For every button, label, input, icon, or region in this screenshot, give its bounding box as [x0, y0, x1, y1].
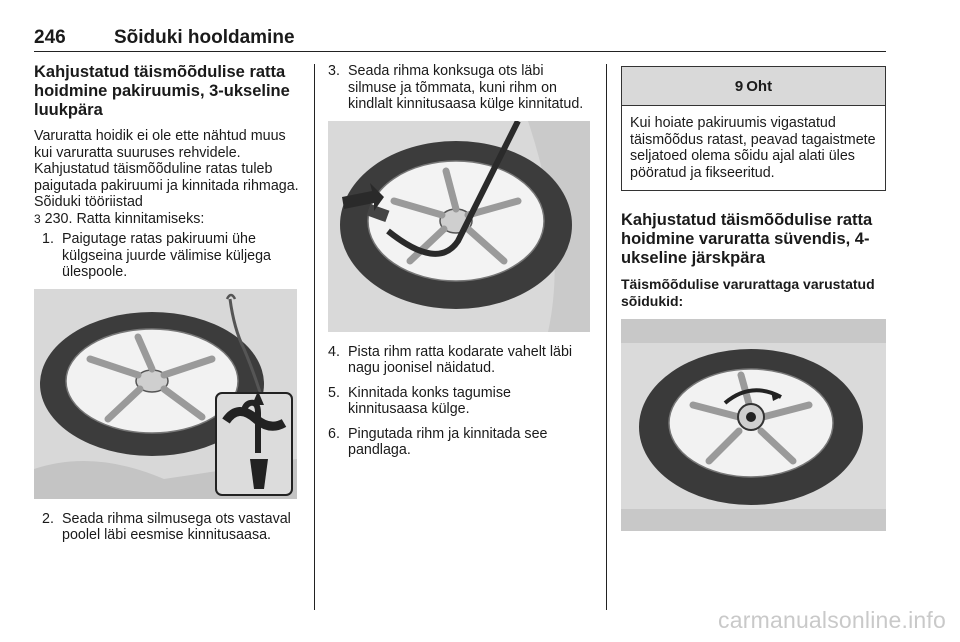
step-number: 3. — [328, 63, 340, 79]
intro-text: Varuratta hoidik ei ole ette nähtud muus kui varuratta suuruses rehvidele. Kahjustatud täismõõduline ratas tuleb paigutada pakiruumi ja kinnitada rihmaga. Sõiduki tööriistad — [34, 128, 299, 210]
wheel-illustration-1 — [34, 289, 297, 499]
column-divider — [314, 64, 315, 610]
step-3 — [328, 63, 590, 113]
wheel-illustration-2 — [328, 121, 590, 332]
page-title: Sõiduki hooldamine — [114, 27, 295, 48]
subheading-full-size-spare: Täismõõdulise varurattaga varustatud sõidukid: — [621, 276, 875, 309]
warning-header — [622, 67, 885, 106]
step-4 — [328, 344, 590, 377]
cross-reference-link[interactable]: 230. Ratta kinnitamiseks: — [40, 210, 205, 227]
step-number: 6. — [328, 425, 340, 442]
column-right — [621, 63, 886, 543]
step-number: 4. — [328, 343, 340, 360]
section-heading-sedan: Kahjustatud täismõõdulise ratta hoidmine varuratta süvendis, 4-ukseline järskpära — [621, 211, 873, 267]
warning-triangle-icon: 9 — [734, 77, 744, 95]
step-number: 5. — [328, 384, 340, 401]
step-text: Kinnitada konks tagumise kinnitusaasa külge. — [348, 384, 511, 417]
page-header — [34, 27, 886, 52]
step-5 — [328, 385, 590, 418]
watermark: carmanualsonline.info — [718, 607, 946, 633]
cross-reference-icon: 3 — [34, 211, 41, 226]
wheel-illustration-3 — [621, 319, 886, 531]
column-divider — [606, 64, 607, 610]
step-number: 1. — [42, 231, 54, 247]
step-text: Pista rihm ratta kodarate vahelt läbi nagu joonisel näidatud. — [348, 343, 573, 376]
step-text: Pingutada rihm ja kinnitada see pandlaga. — [348, 425, 548, 458]
step-2 — [42, 511, 300, 544]
warning-text: Kui hoiate pakiruumis vigastatud täismõõdus ratast, peavad tagaistmete seljatoed olema sõidu ajal alati üles pööratud ja fikseeritud. — [630, 115, 876, 181]
step-number: 2. — [42, 510, 54, 527]
warning-box — [621, 66, 886, 191]
column-left — [34, 63, 300, 552]
intro-paragraph — [34, 128, 300, 227]
column-middle — [328, 63, 590, 467]
section-heading-hatchback: Kahjustatud täismõõdulise ratta hoidmine pakiruumis, 3-ukseline luukpära — [34, 63, 290, 119]
step-text: Seada rihma silmusega ots vastaval poolel läbi eesmise kinnitusaasa. — [62, 510, 291, 543]
step-text: Paigutage ratas pakiruumi ühe külgseina juurde välimise küljega ülespoole. — [62, 231, 272, 280]
step-1 — [42, 231, 300, 281]
step-text: Seada rihma konksuga ots läbi silmuse ja tõmmata, kuni rihm on kindlalt kinnitusaasa külge kinnitatud. — [348, 63, 584, 112]
step-6 — [328, 426, 590, 459]
warning-title: Oht — [746, 77, 773, 95]
page-number: 246 — [34, 27, 66, 48]
